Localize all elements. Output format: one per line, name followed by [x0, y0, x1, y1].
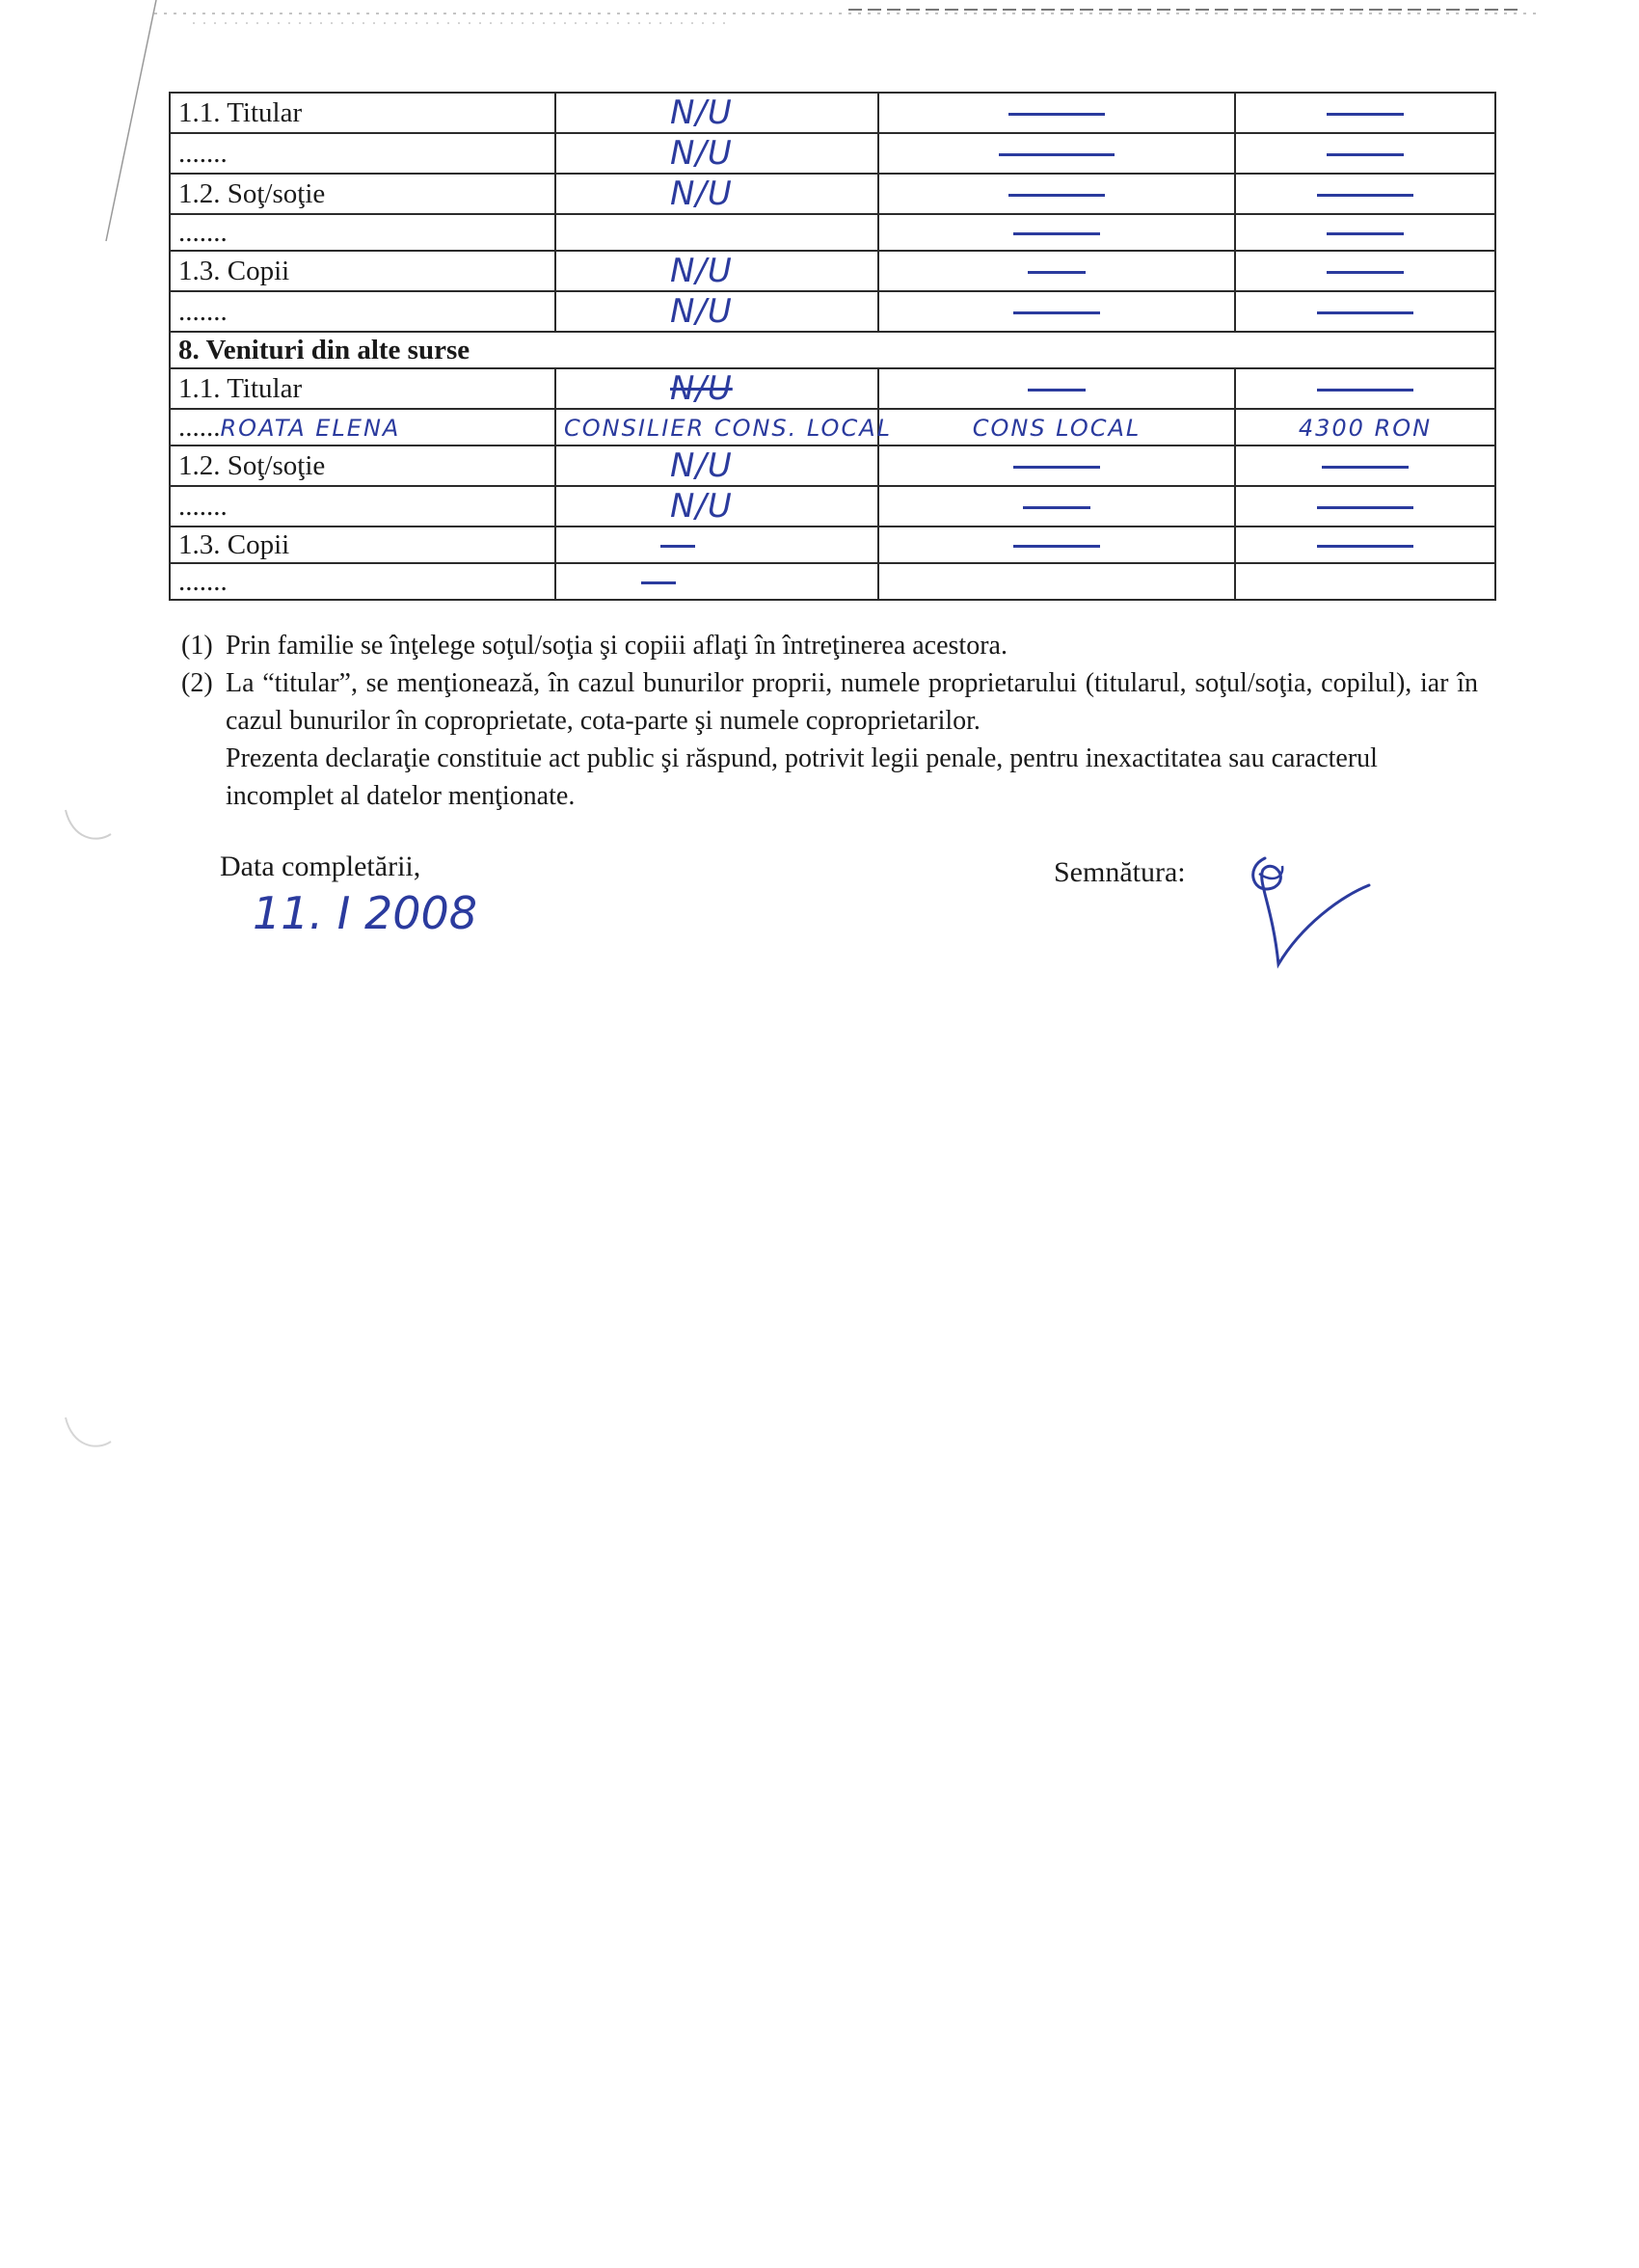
row-label: 1.3. Copii	[170, 251, 555, 291]
handwritten-date: 11. I 2008	[253, 887, 478, 939]
row-label: .......	[170, 486, 555, 526]
footnote-2	[181, 664, 1478, 740]
footnote-text: Prin familie se înţelege soţul/soţia şi copiii aflaţi în întreţinerea acestora.	[226, 631, 1008, 661]
signature	[1244, 849, 1379, 984]
punch-hole-mark	[58, 1408, 116, 1456]
dash-mark	[1013, 545, 1100, 548]
dash-mark	[1322, 466, 1409, 469]
dash-mark	[1327, 232, 1404, 235]
row-label: .......	[170, 563, 555, 600]
footnotes	[181, 627, 1478, 815]
scan-noise	[154, 2, 1543, 40]
table-row	[170, 409, 1495, 446]
row-label: 1.1. Titular	[170, 368, 555, 409]
dash-mark	[1023, 506, 1090, 509]
table-row	[170, 446, 1495, 486]
row-label: ......	[178, 411, 221, 443]
dash-mark	[1028, 389, 1086, 392]
row-label: 1.1. Titular	[170, 93, 555, 133]
legal-statement: Prezenta declaraţie constituie act public şi răspund, potrivit legii penale, pentru inexactitatea sau caracterul incomplet al datelor menţionate.	[226, 743, 1378, 811]
row-label: .......	[170, 291, 555, 332]
table-row	[170, 526, 1495, 563]
table-row	[170, 563, 1495, 600]
handwritten-source: CONS LOCAL	[972, 414, 1142, 442]
handwritten-value: N/U	[670, 292, 733, 331]
handwritten-amount: 4300 RON	[1298, 414, 1433, 442]
footnote-text: La “titular”, se menţionează, în cazul bunurilor proprii, numele proprietarului (titularul, soţul/soţia, copilul), iar în cazul bunurilor în coproprietate, cota-parte şi numele coproprietarilor.	[226, 668, 1478, 736]
dash-mark	[1013, 232, 1100, 235]
footnote-1	[181, 627, 1478, 664]
footnote-number: (2)	[181, 668, 213, 698]
row-label: .......	[170, 133, 555, 174]
dash-mark	[660, 545, 695, 548]
handwritten-value: N/U	[670, 487, 733, 526]
dash-mark	[1327, 113, 1404, 116]
handwritten-value: N/U	[670, 134, 733, 173]
margin-line	[96, 0, 164, 251]
table-row	[170, 368, 1495, 409]
handwritten-value: N/U	[670, 175, 733, 213]
income-table	[169, 92, 1496, 601]
dash-mark	[1008, 194, 1105, 197]
dash-mark	[1317, 389, 1413, 392]
table-row	[170, 174, 1495, 214]
signature-label: Semnătura:	[1054, 856, 1186, 888]
dash-mark	[641, 581, 676, 584]
dash-mark	[1013, 466, 1100, 469]
row-label: .......	[170, 214, 555, 251]
table-row	[170, 291, 1495, 332]
dash-mark	[1028, 271, 1086, 274]
dash-mark	[1317, 545, 1413, 548]
handwritten-value: N/U	[670, 446, 733, 485]
table-row	[170, 93, 1495, 133]
handwritten-value: N/U	[670, 369, 733, 408]
row-label: 1.2. Soţ/soţie	[170, 446, 555, 486]
dash-mark	[1317, 194, 1413, 197]
dash-mark	[999, 153, 1115, 156]
table-row	[170, 251, 1495, 291]
handwritten-name: ROATA ELENA	[220, 414, 401, 442]
table-row	[170, 133, 1495, 174]
table-row	[170, 214, 1495, 251]
footnote-number: (1)	[181, 631, 213, 661]
table-row	[170, 486, 1495, 526]
date-label: Data completării,	[220, 850, 421, 882]
row-label: 1.2. Soţ/soţie	[170, 174, 555, 214]
handwritten-value: N/U	[670, 252, 733, 290]
row-label: 1.3. Copii	[170, 526, 555, 563]
dash-mark	[1327, 271, 1404, 274]
section-row	[170, 332, 1495, 368]
dash-mark	[1008, 113, 1105, 116]
handwritten-value: N/U	[670, 94, 733, 132]
section-title: 8. Venituri din alte surse	[170, 332, 1495, 368]
dash-mark	[1317, 311, 1413, 314]
punch-hole-mark	[58, 800, 116, 849]
handwritten-function: CONSILIER CONS. LOCAL	[564, 414, 892, 442]
dash-mark	[1327, 153, 1404, 156]
dash-mark	[1317, 506, 1413, 509]
dash-mark	[1013, 311, 1100, 314]
